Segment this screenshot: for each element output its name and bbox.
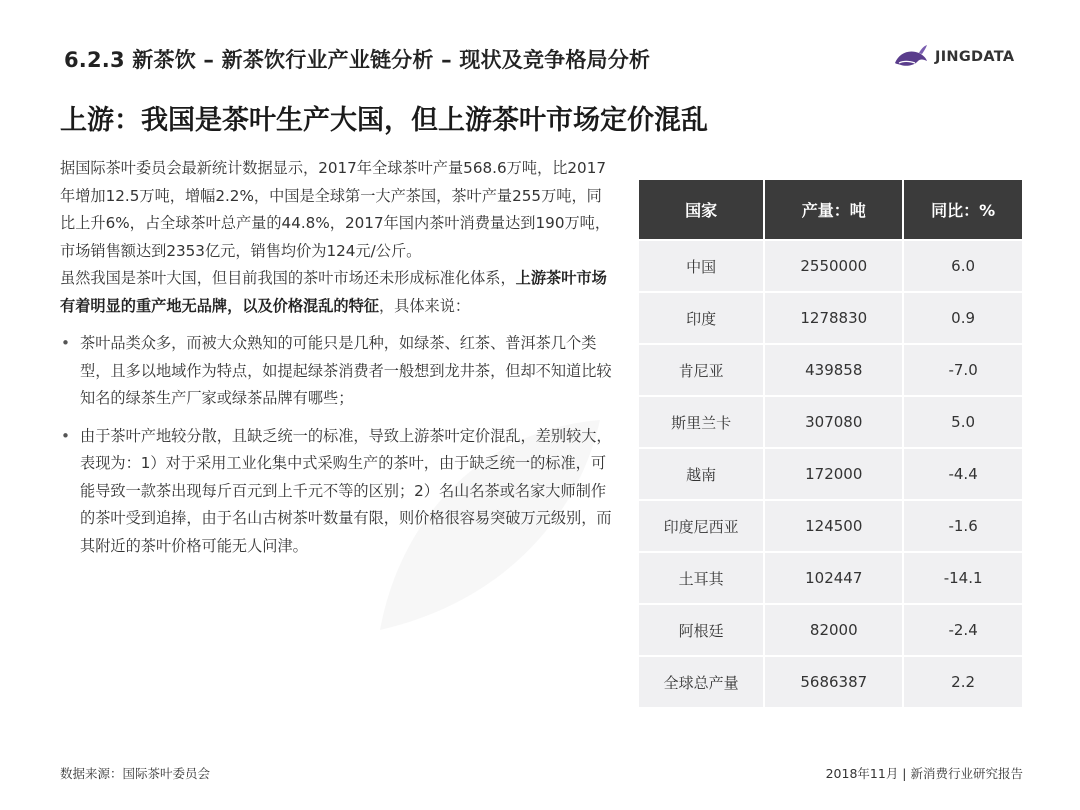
paragraph-2-end: ，具体来说： <box>378 296 471 315</box>
table-row <box>639 449 1022 499</box>
table-cell: 印度 <box>639 293 763 343</box>
table-row <box>639 657 1022 707</box>
logo-text: JINGDATA <box>935 49 1015 65</box>
table-cell: -1.6 <box>904 501 1022 551</box>
table-cell: -2.4 <box>904 605 1022 655</box>
paragraph-1: 据国际茶叶委员会最新统计数据显示，2017年全球茶叶产量568.6万吨，比2017年增加12.5万吨，增幅2.2%，中国是全球第一大产茶国，茶叶产量255万吨，同比上升6%，占全球茶叶总产量的44.8%，2017年国内茶叶消费量达到190万吨，市场销售额达到2353亿元，销售均价为124元/公斤。 <box>60 159 611 260</box>
table-cell: 全球总产量 <box>639 657 763 707</box>
table-cell: 阿根廷 <box>639 605 763 655</box>
table-header-row <box>639 180 1022 239</box>
tea-production-table <box>637 178 1024 709</box>
bullet-item <box>60 423 615 561</box>
table-cell: 82000 <box>765 605 902 655</box>
bullet-dot: • <box>61 426 70 445</box>
jingdata-whale-icon <box>893 43 929 71</box>
bullet-text: 茶叶品类众多，而被大众熟知的可能只是几种，如绿茶、红茶、普洱茶几个类型，且多以地域作为特点，如提起绿茶消费者一般想到龙井茶，但却不知道比较知名的绿茶生产厂家或绿茶品牌有哪些； <box>80 334 612 407</box>
table-cell: 307080 <box>765 397 902 447</box>
paragraph-2 <box>60 265 615 320</box>
table-cell: -7.0 <box>904 345 1022 395</box>
bullet-dot: • <box>61 334 70 352</box>
table-row <box>639 241 1022 291</box>
table-cell: 中国 <box>639 241 763 291</box>
table-row <box>639 345 1022 395</box>
table-cell: -4.4 <box>904 449 1022 499</box>
table-cell: 5686387 <box>765 657 902 707</box>
column-header-output: 产量：吨 <box>765 180 902 239</box>
table-cell: 124500 <box>765 501 902 551</box>
data-source-footnote: 数据来源：国际茶叶委员会 <box>60 766 211 781</box>
table-cell: 2.2 <box>904 657 1022 707</box>
table-row <box>639 501 1022 551</box>
table-cell: 印度尼西亚 <box>639 501 763 551</box>
table-cell: 5.0 <box>904 397 1022 447</box>
bullet-item <box>60 330 615 413</box>
jingdata-logo <box>893 43 1014 71</box>
table-row <box>639 605 1022 655</box>
page-header-title: 6.2.3 新茶饮 – 新茶饮行业产业链分析 – 现状及竞争格局分析 <box>64 48 651 72</box>
paragraph-2-start: 虽然我国是茶叶大国，但目前我国的茶叶市场还未形成标准化体系， <box>60 269 516 287</box>
section-subtitle: 上游：我国是茶叶生产大国，但上游茶叶市场定价混乱 <box>60 105 708 136</box>
table-cell: 2550000 <box>765 241 902 291</box>
table-cell: 102447 <box>765 553 902 603</box>
table-cell: 肯尼亚 <box>639 345 763 395</box>
table-row <box>639 553 1022 603</box>
bullet-text: 由于茶叶产地较分散，且缺乏统一的标准，导致上游茶叶定价混乱，差别较大，表现为：1）对于采用工业化集中式采购生产的茶叶，由于缺乏统一的标准，可能导致一款茶出现每斤百元到上千元不等的区别；2）名山名茶或名家大师制作的茶叶受到追捧，由于名山古树茶叶数量有限，则价格很容易突破万元级别，而其附近的茶叶价格可能无人问津。 <box>80 426 612 555</box>
table-row <box>639 293 1022 343</box>
table-cell: 斯里兰卡 <box>639 397 763 447</box>
column-header-yoy: 同比：% <box>904 180 1022 239</box>
table-cell: 439858 <box>765 345 902 395</box>
table-cell: 越南 <box>639 449 763 499</box>
table-row <box>639 397 1022 447</box>
table-cell: 1278830 <box>765 293 902 343</box>
table-cell: 172000 <box>765 449 902 499</box>
table-cell: 土耳其 <box>639 553 763 603</box>
body-text <box>60 155 615 560</box>
table-cell: 6.0 <box>904 241 1022 291</box>
column-header-country: 国家 <box>639 180 763 239</box>
paragraph-2-highlight: 上游茶叶市场有着明显的重产地无品牌，以及价格混乱的特征 <box>60 269 607 315</box>
report-footer: 2018年11月 | 新消费行业研究报告 <box>825 766 1023 781</box>
table-cell: -14.1 <box>904 553 1022 603</box>
table-cell: 0.9 <box>904 293 1022 343</box>
